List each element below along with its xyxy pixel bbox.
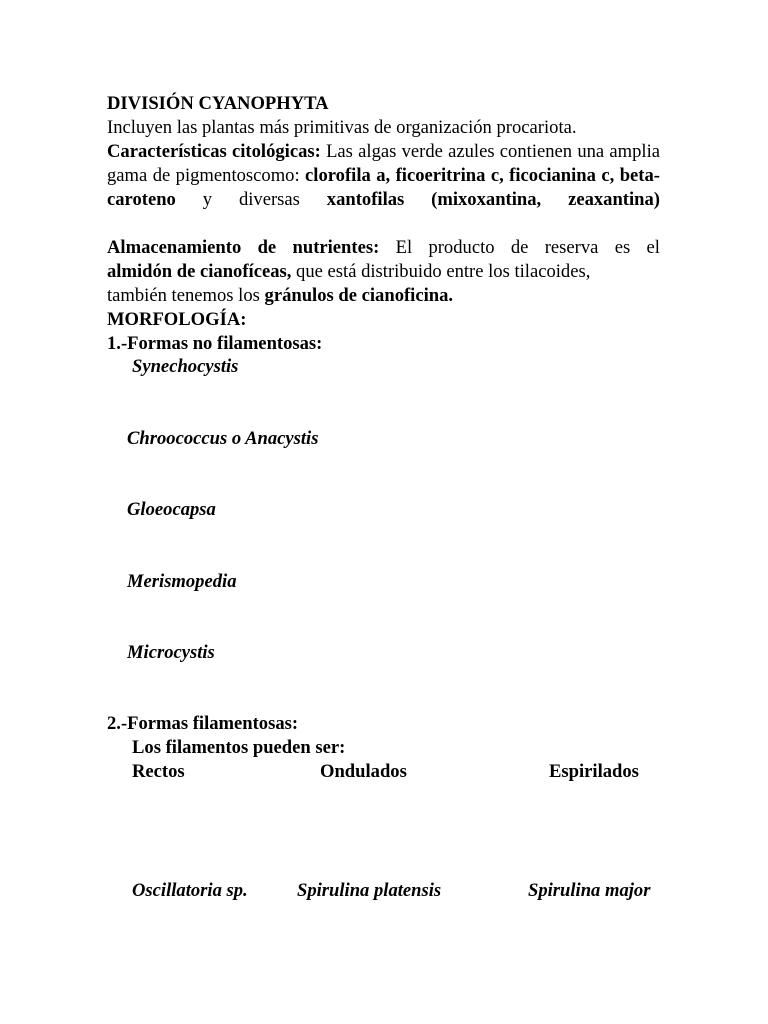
type-rectos: Rectos xyxy=(132,761,185,782)
citologicas-paragraph: Características citológicas: Las algas verde azules contienen una amplia gama de pigmentoscomo: clorofila a, ficoeritrina c, ficocianina c, beta-caroteno y diversas xantofilas (mixoxantina, zeaxantina) xyxy=(107,141,661,210)
item-gloeocapsa: Gloeocapsa xyxy=(127,499,216,520)
item-chroococcus: Chroococcus o Anacystis xyxy=(127,428,319,449)
intro-text: Incluyen las plantas más primitivas de organización procariota. xyxy=(107,117,577,138)
almacenamiento-line-2: almidón de cianofíceas, que está distribuido entre los tilacoides, xyxy=(107,261,591,282)
item-merismopedia: Merismopedia xyxy=(127,571,237,592)
citologicas-label: Características citológicas: xyxy=(107,141,321,162)
almacenamiento-label: Almacenamiento de nutrientes: xyxy=(107,237,380,258)
page-title: DIVISIÓN CYANOPHYTA xyxy=(107,93,329,114)
example-spirulina-major: Spirulina major xyxy=(528,880,651,901)
almacenamiento-line-1: Almacenamiento de nutrientes: El producto de reserva es el xyxy=(107,237,660,258)
morfologia-heading: MORFOLOGÍA: xyxy=(107,309,247,330)
filamentosas-heading: 2.-Formas filamentosas: xyxy=(107,713,299,734)
example-spirulina-platensis: Spirulina platensis xyxy=(297,880,442,901)
no-filamentosas-heading: 1.-Formas no filamentosas: xyxy=(107,333,323,354)
filamentosas-subheading: Los filamentos pueden ser: xyxy=(132,737,346,758)
item-microcystis: Microcystis xyxy=(127,642,215,663)
item-synechocystis: Synechocystis xyxy=(132,356,239,377)
type-espirilados: Espirilados xyxy=(549,761,639,782)
type-ondulados: Ondulados xyxy=(320,761,407,782)
almacenamiento-line-3: también tenemos los gránulos de cianoficina. xyxy=(107,285,454,306)
example-oscillatoria: Oscillatoria sp. xyxy=(132,880,248,901)
